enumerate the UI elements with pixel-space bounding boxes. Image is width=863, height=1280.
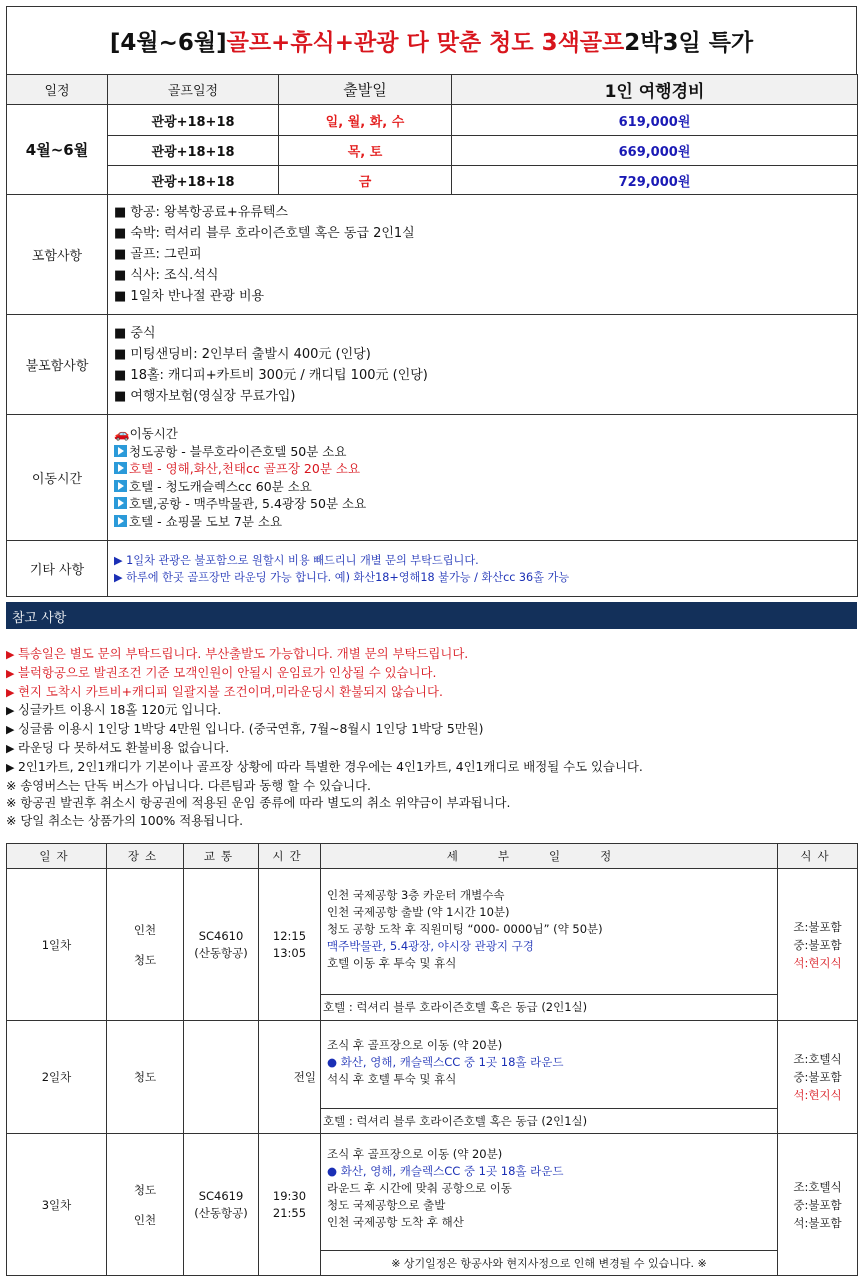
schedule-line: 청도 국제공항으로 출발	[327, 1198, 446, 1212]
meal-item: 석:현지식	[793, 955, 842, 970]
itin-times: 19:30 21:55	[259, 1134, 321, 1276]
reference-item: ▶ 싱글카트 이용시 18홀 120元 입니다.	[6, 701, 857, 720]
triangle-icon: ▶	[114, 553, 127, 567]
reference-list	[6, 645, 857, 830]
travel-time-heading: 🚗이동시간	[114, 426, 178, 441]
itin-day: 2일차	[7, 1021, 107, 1134]
reference-note: ※ 송영버스는 단독 버스가 아닙니다. 다른팀과 동행 할 수 있습니다.	[6, 777, 371, 793]
itin-times: 12:15 13:05	[259, 869, 321, 1021]
itin-day: 3일차	[7, 1134, 107, 1276]
itin-day: 1일차	[7, 869, 107, 1021]
reference-item: ▶ 싱글룸 이용시 1인당 1박당 4만원 입니다. (중국연휴, 7월~8월시 1인당 1박당 5만원)	[6, 720, 857, 739]
triangle-icon: ▶	[114, 570, 127, 584]
reference-note: ※ 당일 취소는 상품가의 100% 적용됩니다.	[6, 813, 244, 829]
title-prefix: [4월~6월]	[109, 30, 227, 56]
golf-cell: 관광+18+18	[108, 166, 279, 195]
excluded-item: ■ 18홀: 캐디피+카트비 300元 / 캐디팁 100元 (인당)	[114, 365, 851, 386]
schedule-line: ● 화산, 영해, 캐슬렉스CC 중 1곳 18홀 라운드	[327, 1054, 771, 1071]
excluded-item: ■ 중식	[114, 323, 851, 344]
price-cell: 619,000원	[452, 105, 858, 136]
itin-place: 청도	[133, 952, 157, 967]
price-info-table	[6, 74, 858, 597]
excluded-list	[108, 315, 858, 415]
meal-item: 조:불포함	[793, 919, 842, 934]
itin-transport: SC4619 (산동항공)	[184, 1134, 259, 1276]
reference-item: ▶ 현지 도착시 카트비+캐디피 일괄지불 조건이며,미라운딩시 환불되지 않습니다.	[6, 683, 857, 702]
page-title	[6, 6, 857, 74]
included-item: ■ 항공: 왕복항공료+유류텍스	[114, 202, 851, 223]
meal-item: 중:불포함	[793, 1070, 842, 1084]
etc-item: ▶ 하루에 한곳 골프장만 라운딩 가능 합니다. 예) 화산18+영해18 불가능 / 화산cc 36홀 가능	[114, 570, 570, 584]
itin-header-transport: 교통	[184, 844, 259, 869]
itin-schedule	[321, 1134, 778, 1276]
itin-header-day: 일자	[7, 844, 107, 869]
itin-places	[107, 869, 184, 1021]
included-item: ■ 1일차 반나절 관광 비용	[114, 286, 851, 307]
title-highlight: 골프+휴식+관광 다 맞춘 청도 3색골프	[226, 30, 625, 56]
period-cell: 4월~6월	[7, 105, 108, 195]
reference-note: ※ 항공권 발권후 취소시 항공권에 적용된 운임 종류에 따라 별도의 취소 위약금이 부과됩니다.	[6, 795, 511, 811]
play-icon	[114, 462, 127, 474]
included-list	[108, 195, 858, 315]
golf-cell: 관광+18+18	[108, 136, 279, 166]
excluded-item: ■ 여행자보험(영실장 무료가입)	[114, 386, 851, 407]
travel-item: 호텔 - 영해,화산,천태cc 골프장 20분 소요	[114, 460, 851, 478]
itin-note: ※ 상기일정은 항공사와 현지사정으로 인해 변경될 수 있습니다. ※	[321, 1250, 777, 1275]
itin-meals	[778, 1134, 858, 1276]
etc-item: ▶ 1일차 관광은 불포함으로 원할시 비용 빼드리니 개별 문의 부탁드립니다.	[114, 553, 479, 567]
days-cell: 일, 월, 화, 수	[279, 105, 452, 136]
header-departure: 출발일	[279, 75, 452, 105]
itin-header-schedule: 세부일정	[321, 844, 778, 869]
reference-item: ▶ 특송일은 별도 문의 부탁드립니다. 부산출발도 가능합니다. 개별 문의 부탁드립니다.	[6, 645, 857, 664]
included-label: 포함사항	[7, 195, 108, 315]
play-icon	[114, 445, 127, 457]
golf-cell: 관광+18+18	[108, 105, 279, 136]
schedule-line: 석식 후 호텔 투숙 및 휴식	[327, 1072, 457, 1086]
travel-item: 호텔,공항 - 맥주박물관, 5.4광장 50분 소요	[114, 495, 851, 513]
included-item: ■ 식사: 조식.석식	[114, 265, 851, 286]
itinerary-table	[6, 843, 858, 1276]
travel-time-label: 이동시간	[7, 415, 108, 541]
play-icon	[114, 480, 127, 492]
days-cell: 금	[279, 166, 452, 195]
schedule-line: 인천 국제공항 3층 카운터 개별수속	[327, 888, 505, 902]
itin-place: 인천	[133, 1212, 157, 1227]
itin-meals	[778, 1021, 858, 1134]
included-item: ■ 숙박: 럭셔리 블루 호라이즌호텔 혹은 동급 2인1실	[114, 223, 851, 244]
schedule-line: 인천 국제공항 출발 (약 1시간 10분)	[327, 905, 510, 919]
etc-label: 기타 사항	[7, 541, 108, 597]
meal-item: 석:현지식	[793, 1088, 842, 1102]
travel-time-list	[108, 415, 858, 541]
meal-item: 중:불포함	[793, 1197, 842, 1212]
travel-item: 호텔 - 쇼핑몰 도보 7분 소요	[114, 513, 851, 531]
schedule-line: 맥주박물관, 5.4광장, 야시장 관광지 구경	[327, 939, 534, 953]
reference-title-bar: 참고 사항	[6, 602, 857, 629]
schedule-line: 호텔 이동 후 투숙 및 휴식	[327, 956, 457, 970]
reference-item: ▶ 2인1카트, 2인1캐디가 기본이나 골프장 상황에 따라 특별한 경우에는 4인1카트, 4인1캐디로 배정될 수도 있습니다.	[6, 758, 857, 777]
itin-times: 전일	[259, 1021, 321, 1134]
schedule-line: 조식 후 골프장으로 이동 (약 20분)	[327, 1147, 503, 1161]
etc-list	[108, 541, 858, 597]
meal-item: 조:호텔식	[793, 1179, 842, 1194]
schedule-line: 라운드 후 시간에 맞춰 공항으로 이동	[327, 1181, 512, 1195]
itin-hotel: 호텔 : 럭셔리 블루 호라이즌호텔 혹은 동급 (2인1실)	[321, 994, 777, 1019]
header-golf: 골프일정	[108, 75, 279, 105]
included-item: ■ 골프: 그린피	[114, 244, 851, 265]
reference-item: ▶ 블럭항공으로 발권조건 기준 모객인원이 안될시 운임료가 인상될 수 있습니다.	[6, 664, 857, 683]
header-schedule: 일정	[7, 75, 108, 105]
itin-schedule	[321, 869, 778, 1021]
header-price: 1인 여행경비	[452, 75, 858, 105]
travel-item: 청도공항 - 블루호라이즌호텔 50분 소요	[114, 443, 851, 461]
itin-hotel: 호텔 : 럭셔리 블루 호라이즌호텔 혹은 동급 (2인1실)	[321, 1108, 777, 1133]
itin-places	[107, 1021, 184, 1134]
play-icon	[114, 497, 127, 509]
itin-place: 청도	[133, 1070, 157, 1084]
play-icon	[114, 515, 127, 527]
itin-place: 청도	[133, 1182, 157, 1197]
itin-transport	[184, 1021, 259, 1134]
price-cell: 669,000원	[452, 136, 858, 166]
excluded-item: ■ 미팅샌딩비: 2인부터 출발시 400元 (인당)	[114, 344, 851, 365]
itin-header-place: 장소	[107, 844, 184, 869]
reference-item: ▶ 라운딩 다 못하셔도 환불비용 없습니다.	[6, 739, 857, 758]
meal-item: 조:호텔식	[793, 1052, 842, 1066]
itin-transport: SC4610 (산동항공)	[184, 869, 259, 1021]
meal-item: 중:불포함	[793, 937, 842, 952]
excluded-label: 불포함사항	[7, 315, 108, 415]
itin-place: 인천	[133, 922, 157, 937]
schedule-line: 인천 국제공항 도착 후 해산	[327, 1215, 464, 1229]
itin-header-meal: 식사	[778, 844, 858, 869]
days-cell: 목, 토	[279, 136, 452, 166]
travel-item: 호텔 - 청도캐슬렉스cc 60분 소요	[114, 478, 851, 496]
itin-meals	[778, 869, 858, 1021]
schedule-line: ● 화산, 영해, 캐슬렉스CC 중 1곳 18홀 라운드	[327, 1163, 771, 1180]
title-suffix: 2박3일 특가	[624, 30, 754, 56]
itin-places	[107, 1134, 184, 1276]
schedule-line: 조식 후 골프장으로 이동 (약 20분)	[327, 1038, 503, 1052]
price-cell: 729,000원	[452, 166, 858, 195]
schedule-line: 청도 공항 도착 후 직원미팅 “000- 0000님” (약 50분)	[327, 922, 603, 936]
itin-schedule	[321, 1021, 778, 1134]
meal-item: 석:불포함	[793, 1215, 842, 1230]
itin-header-time: 시간	[259, 844, 321, 869]
